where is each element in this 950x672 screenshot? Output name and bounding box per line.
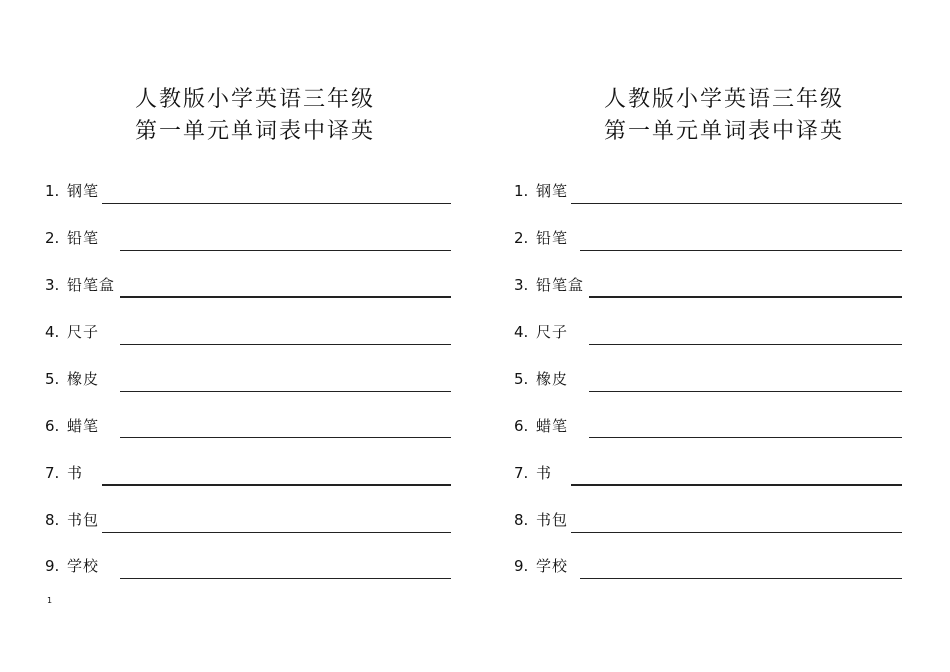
title-line-1: 人教版小学英语三年级	[134, 87, 375, 112]
vocab-item-6	[514, 416, 924, 446]
item-number: 7.	[45, 464, 60, 482]
vocab-item-7	[514, 463, 924, 493]
item-number: 4.	[45, 323, 60, 341]
item-chinese-word: 钢笔	[67, 182, 100, 200]
vocab-item-5	[514, 369, 924, 399]
answer-line[interactable]	[120, 578, 451, 579]
answer-line[interactable]	[589, 296, 902, 298]
worksheet-title	[514, 84, 934, 148]
item-chinese-word: 书包	[67, 511, 100, 529]
vocab-item-7	[45, 463, 455, 493]
item-number: 2.	[514, 229, 529, 247]
item-number: 6.	[514, 417, 529, 435]
vocab-item-1	[45, 181, 455, 211]
vocab-item-8	[514, 510, 924, 540]
title-line-2: 第一单元单词表中译英	[603, 119, 844, 144]
answer-line[interactable]	[120, 250, 451, 251]
item-chinese-word: 书包	[536, 511, 569, 529]
vocab-item-8	[45, 510, 455, 540]
vocab-item-2	[514, 228, 924, 258]
item-chinese-word: 铅笔盒	[536, 276, 585, 294]
title-line-2: 第一单元单词表中译英	[134, 119, 375, 144]
vocab-item-9	[514, 556, 924, 586]
answer-line[interactable]	[589, 391, 902, 392]
vocab-item-5	[45, 369, 455, 399]
item-number: 1.	[514, 182, 529, 200]
item-chinese-word: 书	[536, 464, 553, 482]
answer-line[interactable]	[580, 250, 902, 251]
answer-line[interactable]	[580, 578, 902, 579]
item-number: 8.	[514, 511, 529, 529]
item-number: 2.	[45, 229, 60, 247]
worksheet-title	[45, 84, 465, 148]
answer-line[interactable]	[589, 437, 902, 438]
answer-line[interactable]	[120, 296, 451, 298]
vocab-item-1	[514, 181, 924, 211]
answer-line[interactable]	[102, 484, 451, 486]
item-number: 7.	[514, 464, 529, 482]
answer-line[interactable]	[571, 532, 902, 533]
worksheet-left	[45, 0, 465, 672]
vocab-item-4	[514, 322, 924, 352]
item-chinese-word: 铅笔	[536, 229, 569, 247]
item-chinese-word: 尺子	[536, 323, 569, 341]
page-number: 1	[47, 596, 53, 605]
answer-line[interactable]	[102, 203, 451, 204]
answer-line[interactable]	[571, 484, 902, 486]
vocab-item-4	[45, 322, 455, 352]
answer-line[interactable]	[120, 391, 451, 392]
item-number: 8.	[45, 511, 60, 529]
item-number: 6.	[45, 417, 60, 435]
item-number: 5.	[45, 370, 60, 388]
item-number: 3.	[514, 276, 529, 294]
answer-line[interactable]	[102, 532, 451, 533]
vocab-item-2	[45, 228, 455, 258]
vocab-item-3	[514, 275, 924, 305]
title-line-1: 人教版小学英语三年级	[603, 87, 844, 112]
item-chinese-word: 铅笔	[67, 229, 100, 247]
vocab-item-3	[45, 275, 455, 305]
item-number: 1.	[45, 182, 60, 200]
item-number: 9.	[514, 557, 529, 575]
vocab-item-6	[45, 416, 455, 446]
item-chinese-word: 蜡笔	[67, 417, 100, 435]
item-number: 9.	[45, 557, 60, 575]
item-number: 3.	[45, 276, 60, 294]
item-chinese-word: 书	[67, 464, 84, 482]
answer-line[interactable]	[120, 344, 451, 345]
item-chinese-word: 学校	[536, 557, 569, 575]
vocab-item-9	[45, 556, 455, 586]
item-chinese-word: 钢笔	[536, 182, 569, 200]
answer-line[interactable]	[120, 437, 451, 438]
item-chinese-word: 橡皮	[536, 370, 569, 388]
item-chinese-word: 铅笔盒	[67, 276, 116, 294]
answer-line[interactable]	[571, 203, 902, 204]
item-chinese-word: 蜡笔	[536, 417, 569, 435]
item-chinese-word: 尺子	[67, 323, 100, 341]
item-number: 5.	[514, 370, 529, 388]
item-chinese-word: 橡皮	[67, 370, 100, 388]
worksheet-right	[514, 0, 934, 672]
item-number: 4.	[514, 323, 529, 341]
item-chinese-word: 学校	[67, 557, 100, 575]
answer-line[interactable]	[589, 344, 902, 345]
